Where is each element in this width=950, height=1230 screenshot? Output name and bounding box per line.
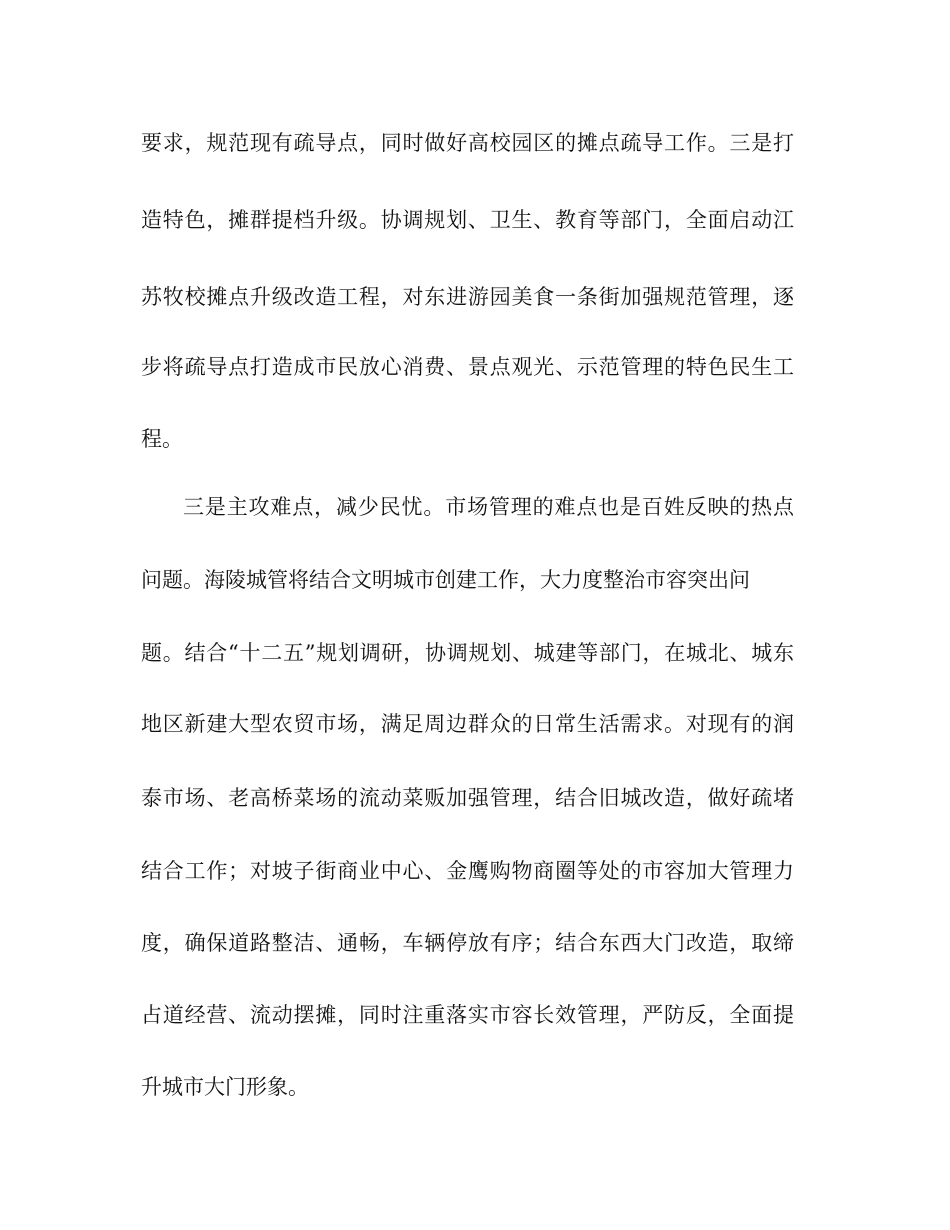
paragraph-1-line-3: 苏牧校摊点升级改造工程，对东进游园美食一条街加强规范管理，逐 bbox=[141, 285, 794, 309]
paragraph-2-line-8: 占道经营、流动摆摊，同时注重落实市容长效管理，严防反，全面提 bbox=[141, 1003, 794, 1027]
paragraph-2-line-6: 结合工作；对坡子街商业中心、金鹰购物商圈等处的市容加大管理力 bbox=[141, 859, 794, 883]
paragraph-1-line-2: 造特色，摊群提档升级。协调规划、卫生、教育等部门，全面启动江 bbox=[141, 208, 794, 232]
paragraph-1-line-1: 要求，规范现有疏导点，同时做好高校园区的摊点疏导工作。三是打 bbox=[141, 131, 794, 155]
paragraph-2-line-2: 问题。海陵城管将结合文明城市创建工作，大力度整治市容突出问 bbox=[141, 568, 750, 592]
paragraph-2-line-5: 泰市场、老高桥菜场的流动菜贩加强管理，结合旧城改造，做好疏堵 bbox=[141, 786, 794, 810]
paragraph-1-line-5: 程。 bbox=[141, 427, 183, 451]
paragraph-2-line-1: 三是主攻难点，减少民忧。市场管理的难点也是百姓反映的热点 bbox=[183, 495, 794, 519]
paragraph-1-line-4: 步将疏导点打造成市民放心消费、景点观光、示范管理的特色民生工 bbox=[141, 355, 794, 379]
paragraph-2-line-3: 题。结合“十二五”规划调研，协调规划、城建等部门，在城北、城东 bbox=[141, 641, 794, 665]
paragraph-2-line-4: 地区新建大型农贸市场，满足周边群众的日常生活需求。对现有的润 bbox=[141, 712, 794, 736]
paragraph-2-line-9: 升城市大门形象。 bbox=[141, 1075, 309, 1099]
paragraph-2-line-7: 度，确保道路整洁、通畅，车辆停放有序；结合东西大门改造，取缔 bbox=[141, 931, 794, 955]
